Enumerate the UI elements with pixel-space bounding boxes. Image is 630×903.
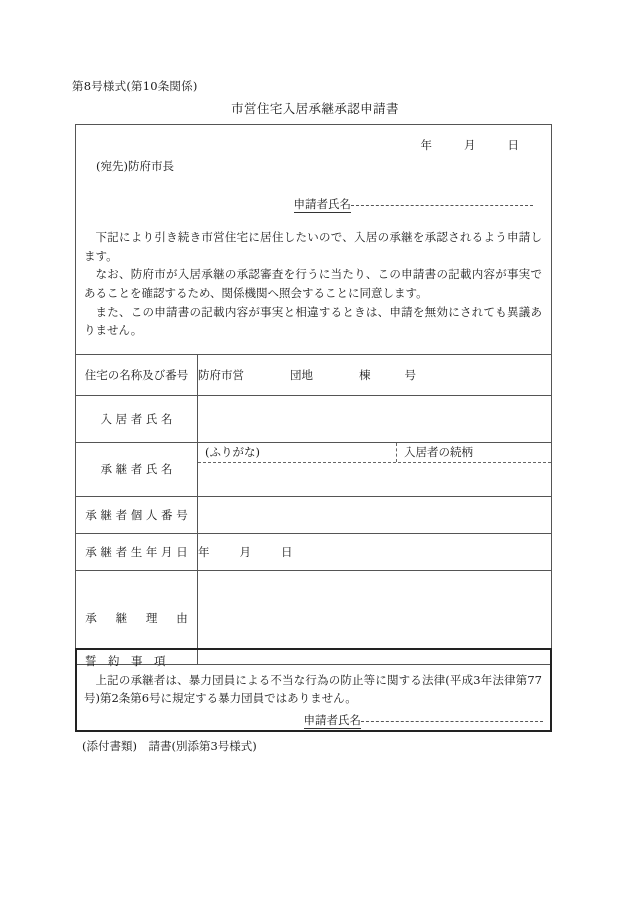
value-housing-name[interactable]: [198, 354, 552, 395]
oath-box: [75, 648, 552, 732]
applicant-name-label: 申請者氏名: [293, 197, 351, 211]
application-form-box: [75, 124, 552, 665]
table-row-housing-name: [76, 354, 551, 395]
housing-building-label: 棟: [359, 367, 371, 382]
value-successor-birthdate[interactable]: [198, 533, 552, 570]
table-row-successor-birthdate: [76, 533, 551, 570]
oath-signature-line: [304, 712, 544, 728]
table-row-successor-mynumber: [76, 496, 551, 533]
housing-danchi-label: 団地: [290, 367, 313, 382]
value-successor-name-group: [198, 442, 552, 496]
oath-text: [77, 669, 550, 707]
intro-paragraph-3: また、この申請書の記載内容が事実と相違するときは、申請を無効にされても異議ありません。: [84, 304, 542, 338]
label-resident-name: [76, 395, 198, 442]
applicant-signature-line: [76, 174, 551, 212]
form-number: 第8号様式(第10条関係): [72, 79, 198, 93]
document-title: 市営住宅入居承継承認申請書: [231, 101, 399, 116]
housing-city-prefix: 防府市営: [198, 367, 244, 382]
label-successor-birthdate: [76, 533, 198, 570]
date-year-label: 年: [420, 138, 432, 152]
addressee-line: (宛先)防府市長: [96, 159, 174, 173]
oath-paragraph: 上記の承継者は、暴力団員による不当な行為の防止等に関する法律(平成3年法律第77号)第2条第6号に規定する暴力団員ではありません。: [84, 673, 542, 706]
table-row-successor-name: [76, 442, 551, 496]
label-successor-name: [76, 442, 198, 496]
label-housing-name: 住宅の名称及び番号: [76, 354, 198, 395]
table-row-resident-name: [76, 395, 551, 442]
label-resident-name-text: 入 居 者 氏 名: [100, 411, 173, 426]
label-succession-reason-text: 承 継 理 由: [85, 610, 188, 625]
date-month-label: 月: [464, 138, 476, 152]
date-day-label: 日: [507, 138, 519, 152]
birth-day-label: 日: [281, 544, 293, 559]
application-details-table: [76, 354, 551, 665]
label-successor-mynumber: [76, 496, 198, 533]
birth-month-label: 月: [239, 544, 251, 559]
oath-title: 誓 約 事 項: [85, 654, 166, 668]
value-successor-mynumber[interactable]: [198, 496, 552, 533]
intro-paragraph-2: なお、防府市が入居承継の承認審査を行うに当たり、この申請書の記載内容が事実であることを確認するため、関係機関へ照会することに同意します。: [84, 267, 542, 300]
label-successor-birthdate-text: 承 継 者 生 年 月 日: [85, 544, 188, 559]
intro-section: [76, 125, 551, 354]
oath-applicant-name-label: 申請者氏名: [303, 713, 361, 727]
submission-date-line: [76, 125, 551, 153]
birth-year-label: 年: [198, 544, 210, 559]
label-successor-name-text: 承 継 者 氏 名: [100, 462, 173, 477]
attachment-note: (添付書類) 請書(別添第3号様式): [82, 739, 257, 753]
applicant-name-field[interactable]: [351, 205, 533, 206]
successor-name-subheaders: [198, 443, 551, 463]
intro-paragraphs: [76, 212, 551, 354]
intro-paragraph-1: 下記により引き続き市営住宅に居住したいので、入居の承継を承認されるよう申請します。: [84, 230, 542, 263]
relation-label: 入居者の続柄: [404, 444, 473, 459]
label-successor-mynumber-text: 承 継 者 個 人 番 号: [85, 507, 188, 522]
value-resident-name[interactable]: [198, 395, 552, 442]
furigana-label: (ふりがな): [198, 443, 397, 462]
oath-applicant-name-field[interactable]: [361, 721, 543, 722]
housing-number-label: 号: [404, 367, 416, 382]
successor-name-entry-area[interactable]: [198, 463, 551, 496]
